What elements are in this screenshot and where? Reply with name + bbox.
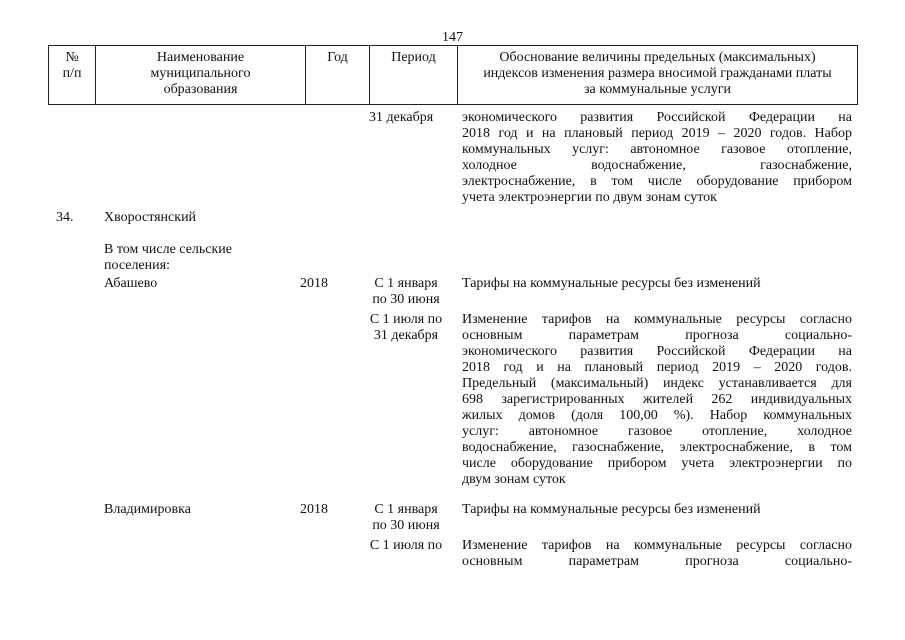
justification-line: экономического развития Российской Федерации на [462,344,852,359]
justification-line: водоснабжение, газоснабжение, электроснабжение, в том [462,440,852,455]
tariff-table [48,45,858,105]
row-justification1: Тарифы на коммунальные ресурсы без изменений [462,502,761,517]
continuation-period [369,110,454,126]
continuation-line: учета электроэнергии по двум зонам суток [462,190,717,205]
justification-line: основным параметрам прогноза социально- [462,554,852,569]
continuation-line: 2018 год и на плановый период 2019 – 2020 годов. Набор [462,126,852,141]
row-period1-line2: по 30 июня [372,518,440,533]
row-period2-line2: 31 декабря [373,328,439,343]
header-period-label: Период [391,50,436,65]
district-name: Хворостянский [104,210,197,225]
continuation-line: электроснабжение, в том числе оборудование прибором [462,174,852,189]
justification-line: двум зонам суток [462,472,566,487]
continuation-line: экономического развития Российской Федерации на [462,110,852,125]
header-period [369,46,457,104]
continuation-line: холодное водоснабжение, газоснабжение, [462,158,852,173]
justification-line: жилых домов (доля 100,00 %). Набор коммунальных [462,408,852,423]
header-name-line2: муниципального [150,66,251,81]
row-period1-line2: по 30 июня [372,292,440,307]
row-period1 [364,276,448,308]
row-period1-line1: С 1 января [374,276,438,291]
row-period2-line1: С 1 июля по [369,538,443,553]
row-period2 [364,312,448,344]
header-justification [457,46,857,104]
continuation-justification [462,110,852,206]
subheading-line1: В том числе сельские [104,242,233,257]
header-name-line1: Наименование [156,50,245,65]
row-name: Владимировка [104,502,191,517]
header-just-line1: Обоснование величины предельных (максимальных) [499,50,816,65]
header-year-label: Год [327,50,348,65]
continuation-line: коммунальных услуг: автономное газовое отопление, [462,142,852,157]
row-name: Абашево [104,276,158,291]
row-period2 [364,538,448,554]
continuation-period-text: 31 декабря [369,110,434,125]
row-justification1: Тарифы на коммунальные ресурсы без изменений [462,276,761,291]
justification-line: услуг: автономное газовое отопление, холодное [462,424,852,439]
justification-line: Изменение тарифов на коммунальные ресурсы согласно [462,312,852,327]
district-number: 34. [56,210,74,225]
justification-line: 2018 год и на плановый период 2019 – 2020 годов. [462,360,852,375]
header-name [95,46,305,104]
row-period1 [364,502,448,534]
subheading [104,242,264,274]
justification-line: основным параметрам прогноза социально- [462,328,852,343]
header-just-line2: индексов изменения размера вносимой гражданами платы [483,66,832,81]
page-number: 147 [442,30,463,45]
justification-line: 698 зарегистрированных жителей 262 индивидуальных [462,392,852,407]
justification-line: числе оборудование прибором учета электроэнергии по [462,456,852,471]
row-year: 2018 [300,276,328,291]
row-justification2 [462,538,852,570]
row-justification2 [462,312,852,488]
row-year: 2018 [300,502,328,517]
row-period1-line1: С 1 января [374,502,438,517]
table-header [48,45,858,105]
header-num [49,46,95,104]
header-year [305,46,369,104]
row-period2-line1: С 1 июля по [369,312,443,327]
header-num-line1: № [65,50,79,65]
header-name-line3: образования [163,82,238,97]
header-num-line2: п/п [62,66,82,81]
subheading-line2: поселения: [104,258,170,273]
header-just-line3: за коммунальные услуги [583,82,732,97]
justification-line: Изменение тарифов на коммунальные ресурсы согласно [462,538,852,553]
justification-line: Предельный (максимальный) индекс устанавливается для [462,376,852,391]
